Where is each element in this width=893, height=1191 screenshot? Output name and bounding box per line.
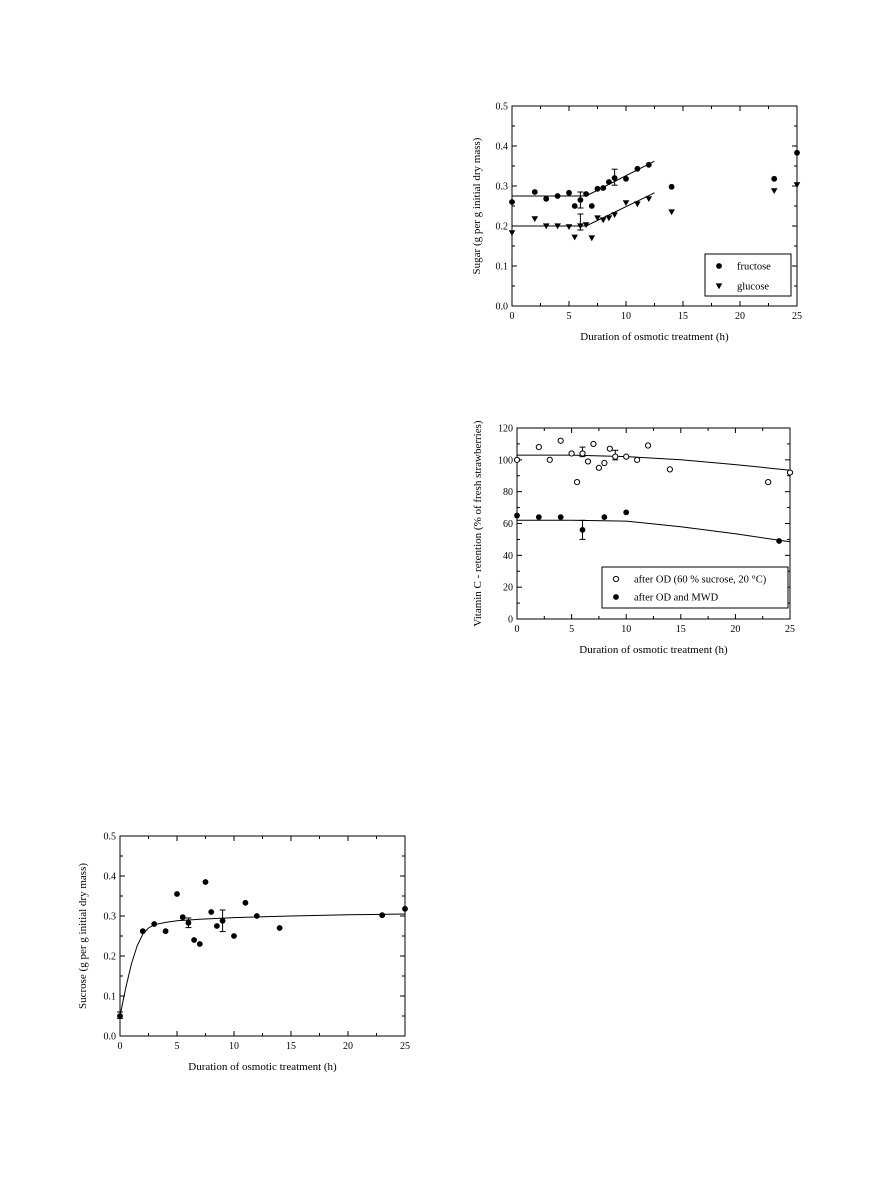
- y-tick-label: 0.3: [103, 911, 116, 923]
- x-tick-label: 15: [675, 624, 686, 635]
- data-point: [635, 166, 641, 172]
- data-point: [794, 150, 800, 156]
- x-tick-label: 5: [566, 311, 572, 322]
- x-tick-label: 25: [400, 1041, 410, 1052]
- y-tick-label: 120: [498, 423, 513, 435]
- y-tick-label: 0.3: [495, 181, 508, 193]
- y-tick-label: 0.2: [495, 221, 508, 233]
- legend-label: glucose: [737, 281, 770, 293]
- y-tick-label: 80: [503, 487, 513, 499]
- data-point: [595, 186, 601, 192]
- y-tick-label: 0.2: [103, 951, 116, 963]
- x-tick-label: 20: [735, 311, 745, 322]
- legend-marker: [613, 576, 618, 581]
- data-point: [776, 538, 782, 544]
- data-point: [220, 918, 226, 924]
- fit-line: [512, 193, 655, 226]
- x-tick-label: 15: [678, 311, 688, 322]
- x-tick-label: 5: [174, 1041, 180, 1052]
- data-point: [555, 193, 561, 199]
- data-point: [578, 197, 584, 203]
- y-tick-label: 60: [503, 519, 513, 530]
- data-point: [589, 235, 596, 241]
- data-point: [569, 451, 574, 456]
- sucrose-chart: [77, 832, 410, 1074]
- data-point: [514, 513, 520, 519]
- data-point: [645, 443, 650, 448]
- y-tick-label: 0.5: [103, 831, 116, 843]
- data-point: [646, 196, 653, 202]
- data-point: [606, 215, 613, 221]
- data-point: [532, 216, 539, 222]
- data-point: [600, 185, 606, 191]
- fit-line: [120, 914, 405, 1016]
- data-point: [635, 457, 640, 462]
- data-point: [532, 189, 538, 195]
- y-tick-label: 0.1: [495, 261, 508, 273]
- y-tick-label: 0.4: [495, 141, 508, 153]
- y-tick-label: 0.4: [103, 871, 116, 883]
- series-1: [509, 182, 801, 241]
- x-tick-label: 10: [229, 1041, 239, 1052]
- legend-marker: [613, 594, 619, 600]
- x-tick-label: 25: [792, 311, 802, 322]
- data-point: [611, 212, 618, 218]
- data-point: [601, 514, 607, 520]
- x-tick-label: 0: [117, 1041, 123, 1052]
- fit-line: [517, 520, 790, 542]
- data-point: [794, 182, 801, 188]
- y-tick-label: 40: [503, 550, 513, 562]
- y-tick-label: 20: [503, 582, 513, 594]
- y-tick-label: 0.1: [103, 991, 116, 1003]
- vitc-chart: [472, 420, 795, 656]
- data-point: [602, 460, 607, 465]
- x-tick-label: 10: [621, 311, 631, 322]
- data-point: [600, 217, 607, 223]
- data-point: [572, 203, 578, 209]
- series-1: [514, 509, 790, 543]
- data-point: [174, 891, 180, 897]
- data-point: [566, 190, 572, 196]
- data-point: [589, 203, 595, 209]
- data-point: [580, 451, 585, 456]
- data-point: [277, 925, 283, 931]
- data-point: [624, 454, 629, 459]
- data-point: [208, 909, 214, 915]
- y-axis-label: Vitamin C - retention (% of fresh strawberries): [472, 420, 484, 627]
- data-point: [558, 438, 563, 443]
- data-point: [231, 933, 237, 939]
- x-axis-label: Duration of osmotic treatment (h): [188, 1061, 337, 1073]
- data-point: [117, 1013, 123, 1019]
- data-point: [787, 470, 792, 475]
- data-point: [591, 441, 596, 446]
- data-point: [509, 199, 515, 205]
- data-point: [514, 457, 519, 462]
- data-point: [585, 459, 590, 464]
- data-point: [243, 900, 249, 906]
- data-point: [596, 465, 601, 470]
- series-0: [514, 438, 792, 485]
- data-point: [571, 235, 578, 241]
- data-point: [583, 191, 589, 197]
- data-point: [668, 209, 675, 215]
- data-point: [547, 457, 552, 462]
- data-point: [623, 176, 629, 182]
- plot-frame: [120, 836, 405, 1036]
- data-point: [771, 176, 777, 182]
- data-point: [574, 480, 579, 485]
- legend-label: after OD and MWD: [634, 592, 719, 604]
- x-tick-label: 5: [569, 624, 575, 635]
- data-point: [580, 527, 586, 533]
- data-point: [180, 914, 186, 920]
- data-point: [140, 928, 146, 934]
- legend-label: fructose: [737, 261, 771, 273]
- data-point: [543, 196, 549, 202]
- data-point: [607, 446, 612, 451]
- x-tick-label: 0: [509, 311, 515, 322]
- x-tick-label: 20: [730, 624, 741, 635]
- data-point: [606, 179, 612, 185]
- data-point: [536, 514, 542, 520]
- data-point: [558, 514, 564, 520]
- x-tick-label: 0: [514, 624, 520, 635]
- x-axis-label: Duration of osmotic treatment (h): [579, 644, 728, 656]
- series-0: [117, 879, 408, 1019]
- data-point: [613, 454, 618, 459]
- data-point: [536, 445, 541, 450]
- fit-line: [517, 455, 790, 470]
- data-point: [646, 162, 652, 168]
- data-point: [771, 188, 778, 194]
- y-axis-label: Sucrose (g per g initial dry mass): [77, 862, 89, 1010]
- data-point: [669, 184, 675, 190]
- data-point: [191, 937, 197, 943]
- data-point: [197, 941, 203, 947]
- legend: [602, 567, 788, 608]
- data-point: [254, 913, 260, 919]
- data-point: [186, 920, 192, 926]
- y-tick-label: 100: [498, 455, 513, 467]
- y-tick-label: 0.0: [495, 301, 508, 313]
- x-tick-label: 20: [343, 1041, 353, 1052]
- data-point: [766, 480, 771, 485]
- data-point: [509, 230, 516, 236]
- data-point: [203, 879, 209, 885]
- data-point: [151, 921, 157, 927]
- data-point: [566, 224, 573, 230]
- legend-marker: [716, 263, 722, 269]
- legend: [705, 254, 791, 296]
- y-tick-label: 0: [508, 614, 513, 626]
- x-tick-label: 10: [621, 624, 632, 635]
- data-point: [163, 928, 169, 934]
- y-axis-label: Sugar (g per g initial dry mass): [471, 137, 483, 275]
- x-tick-label: 15: [286, 1041, 296, 1052]
- data-point: [402, 906, 408, 912]
- x-axis-label: Duration of osmotic treatment (h): [580, 331, 729, 343]
- data-point: [612, 175, 618, 181]
- y-tick-label: 0.5: [495, 101, 508, 113]
- data-point: [623, 509, 629, 515]
- sugar-chart: [471, 102, 802, 344]
- data-point: [214, 923, 220, 929]
- legend-label: after OD (60 % sucrose, 20 °C): [634, 574, 767, 586]
- data-point: [379, 912, 385, 918]
- series-0: [509, 150, 800, 209]
- data-point: [634, 201, 641, 207]
- y-tick-label: 0.0: [103, 1031, 116, 1043]
- x-tick-label: 25: [785, 624, 795, 635]
- data-point: [667, 467, 672, 472]
- data-point: [594, 215, 601, 221]
